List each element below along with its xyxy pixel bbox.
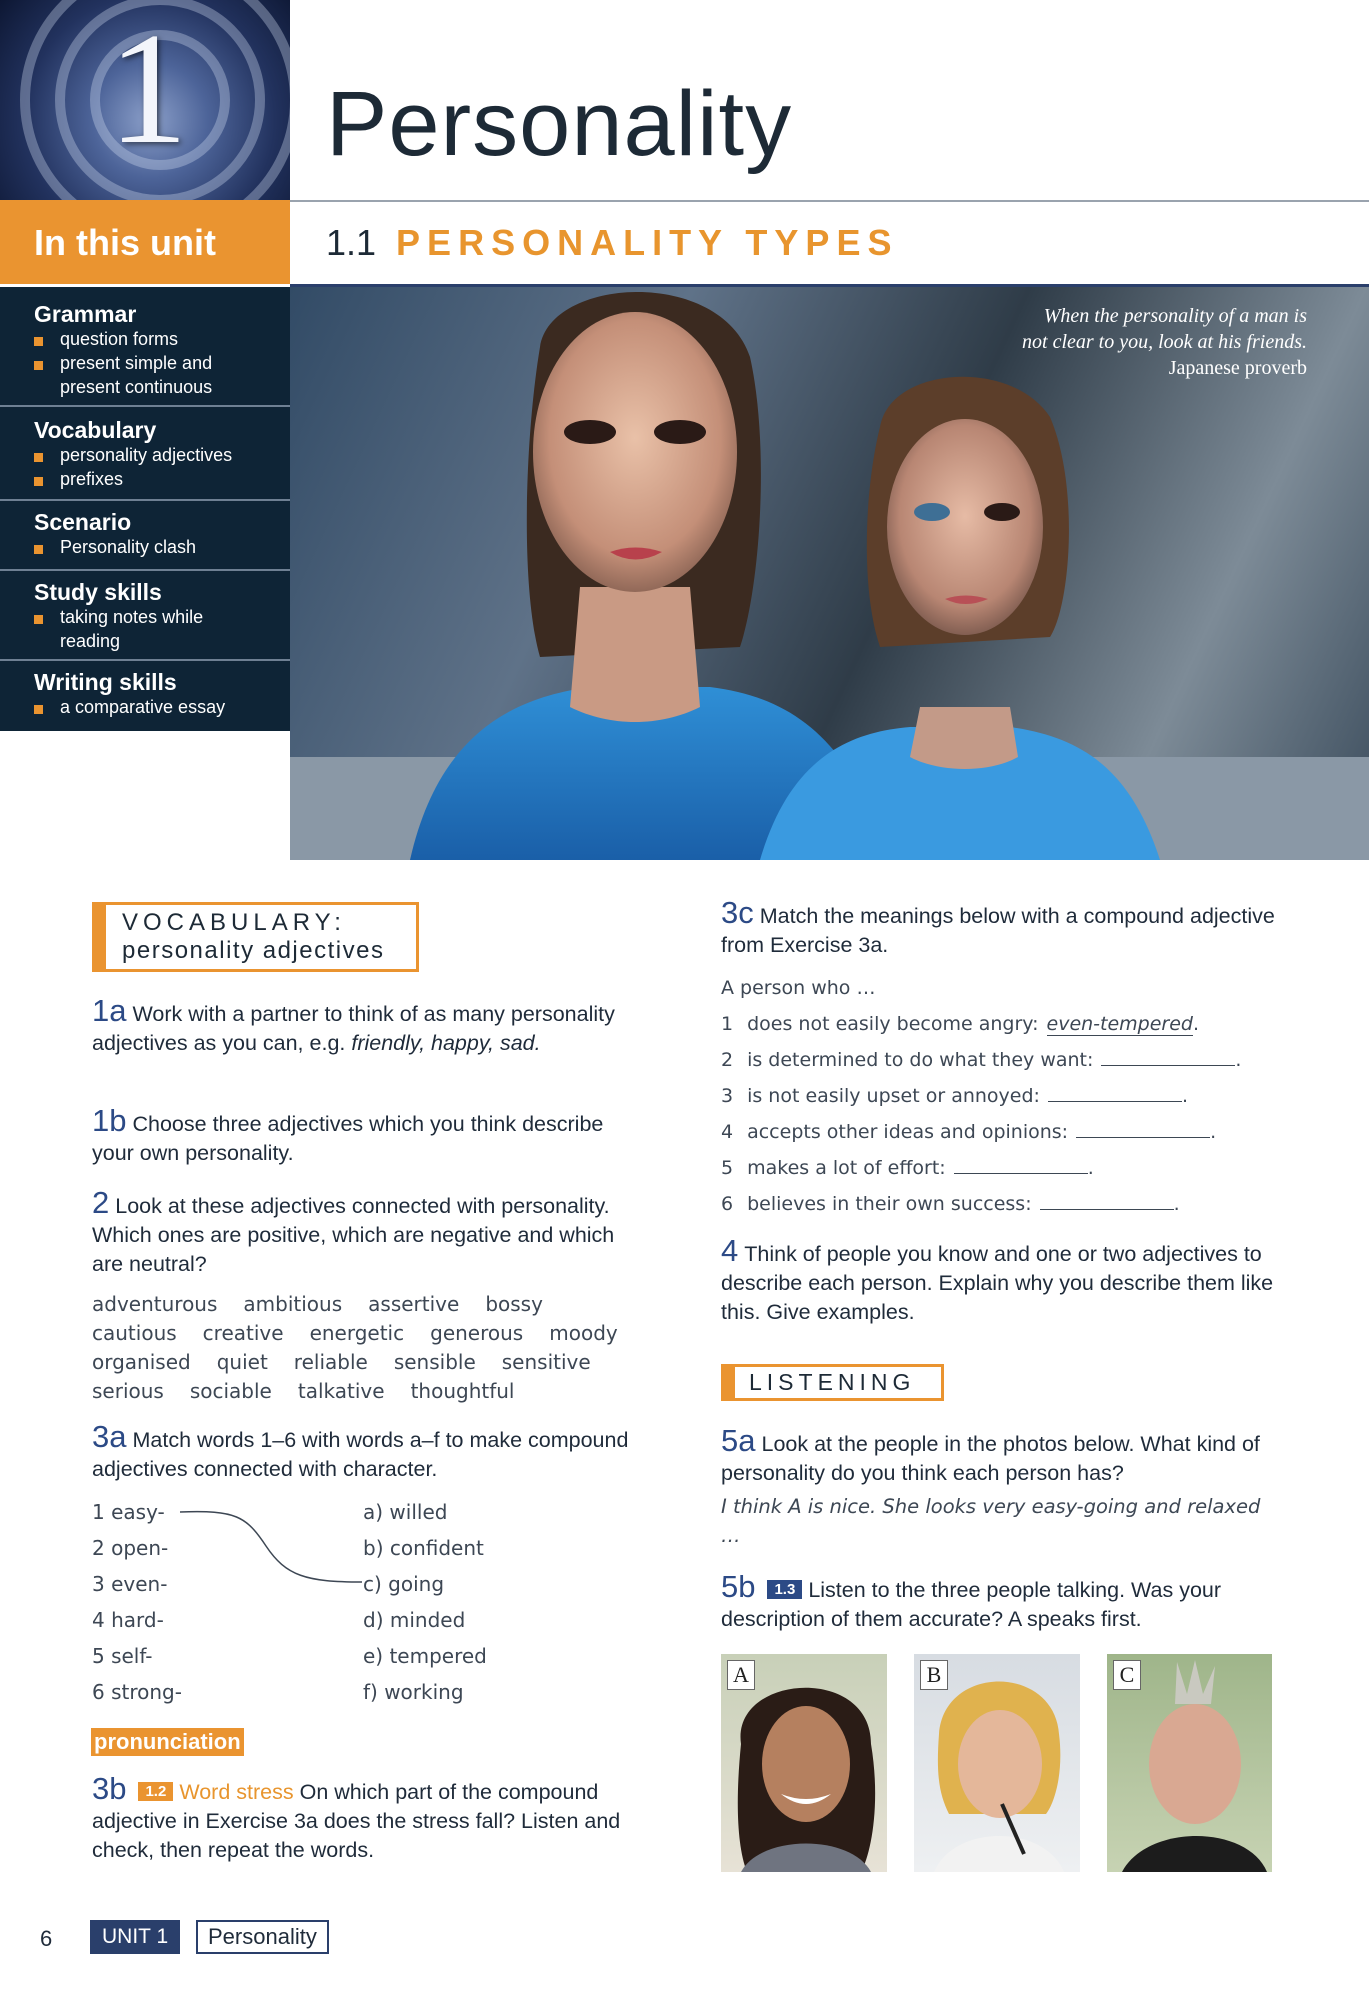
vocabulary-box xyxy=(92,902,419,972)
match-right-item: a) willed xyxy=(363,1500,448,1524)
sidebar-item: question forms xyxy=(60,329,179,349)
definition-text: accepts other ideas and opinions: xyxy=(747,1121,1069,1143)
sidebar-section-title: Scenario xyxy=(34,509,132,535)
exercise-text: Work with a partner to think of as many personality adjectives as you can, e.g. xyxy=(92,1002,615,1055)
sidebar-section-title: Grammar xyxy=(34,301,137,327)
adjective-row xyxy=(92,1348,652,1377)
match-left-item: 3 even- xyxy=(92,1572,168,1596)
definition-text: is determined to do what they want: xyxy=(747,1049,1094,1071)
definition-item xyxy=(721,1186,1241,1222)
exercise-number: 3b xyxy=(92,1771,127,1806)
section-heading xyxy=(326,222,898,264)
exercise-number: 5b xyxy=(721,1569,756,1604)
adjective-word: sensitive xyxy=(501,1350,591,1374)
exercise-number: 1a xyxy=(92,993,127,1028)
sidebar-item: personality adjectives xyxy=(60,445,233,465)
bullet-icon xyxy=(34,705,43,714)
match-left-item: 4 hard- xyxy=(92,1608,164,1632)
audio-track-badge: 1.2 xyxy=(138,1782,173,1801)
adjective-word: sensible xyxy=(393,1350,476,1374)
match-left-item: 2 open- xyxy=(92,1536,169,1560)
exercise-text: Look at these adjectives connected with personality. Which ones are positive, which are negative and which are neutral? xyxy=(92,1194,615,1276)
exercise-number: 1b xyxy=(92,1103,127,1138)
sidebar-section-title: Study skills xyxy=(34,579,162,605)
in-this-unit-banner xyxy=(0,200,290,284)
proverb-quote xyxy=(1022,303,1307,381)
exercise-text: Choose three adjectives which you think describe your own personality. xyxy=(92,1112,604,1165)
match-left-item: 5 self- xyxy=(92,1644,153,1668)
definition-number: 2 xyxy=(721,1049,734,1071)
listening-box xyxy=(721,1364,944,1401)
adjective-word: energetic xyxy=(309,1321,405,1345)
photo-a xyxy=(721,1654,887,1872)
sidebar-item: taking notes while reading xyxy=(60,607,204,651)
adjective-word: sociable xyxy=(189,1379,272,1403)
definition-item xyxy=(721,1006,1241,1042)
footer-unit-name: Personality xyxy=(196,1920,329,1954)
example-match-line xyxy=(176,1506,366,1586)
exercise-number: 4 xyxy=(721,1233,739,1268)
exercise-3a xyxy=(92,1419,632,1484)
bullet-icon xyxy=(34,615,43,624)
exercise-text: Listen to the three people talking. Was your description of them accurate? A speaks first. xyxy=(721,1578,1222,1631)
definition-number: 1 xyxy=(721,1013,734,1035)
bullet-icon xyxy=(34,477,43,486)
photo-label: B xyxy=(920,1660,948,1690)
pronunciation-label: pronunciation xyxy=(91,1728,244,1756)
unit-number: 1 xyxy=(108,0,188,177)
definition-end: . xyxy=(1087,1157,1094,1179)
bullet-icon xyxy=(34,545,43,554)
photo-c xyxy=(1107,1654,1272,1872)
bullet-icon xyxy=(34,361,43,370)
exercise-text: On which part of the compound adjective in Exercise 3a does the stress fall? Listen and check, then repeat the words. xyxy=(92,1780,621,1862)
page-title: Personality xyxy=(326,73,793,175)
answer-blank[interactable] xyxy=(1076,1137,1210,1138)
definition-item xyxy=(721,1042,1241,1078)
adjective-list xyxy=(92,1290,652,1406)
definition-text: is not easily upset or annoyed: xyxy=(747,1085,1040,1107)
adjective-word: ambitious xyxy=(243,1292,343,1316)
exercise-5b xyxy=(721,1569,1281,1634)
exercise-1a xyxy=(92,993,632,1058)
exercise-3b xyxy=(92,1771,632,1865)
exercise-2 xyxy=(92,1185,632,1279)
definition-number: 6 xyxy=(721,1193,734,1215)
definition-end: . xyxy=(1193,1013,1200,1035)
adjective-word: talkative xyxy=(297,1379,385,1403)
adjective-word: reliable xyxy=(293,1350,368,1374)
definition-text: makes a lot of effort: xyxy=(747,1157,946,1179)
answer-blank[interactable]: even-tempered xyxy=(1046,1013,1193,1035)
exercise-3c xyxy=(721,895,1281,960)
exercise-text: Look at the people in the photos below. What kind of personality do you think each person has? xyxy=(721,1432,1260,1485)
sidebar-section-vocabulary xyxy=(0,407,290,501)
definition-number: 3 xyxy=(721,1085,734,1107)
match-right-item: d) minded xyxy=(363,1608,466,1632)
exercise-number: 5a xyxy=(721,1423,756,1458)
exercise-text: Match words 1–6 with words a–f to make compound adjectives connected with character. xyxy=(92,1428,629,1481)
definition-end: . xyxy=(1235,1049,1242,1071)
definition-intro: A person who … xyxy=(721,977,876,999)
adjective-row xyxy=(92,1290,652,1319)
answer-blank[interactable] xyxy=(954,1173,1088,1174)
section-number: 1.1 xyxy=(326,222,377,263)
exercise-text: Match the meanings below with a compound adjective from Exercise 3a. xyxy=(721,904,1275,957)
adjective-word: thoughtful xyxy=(410,1379,515,1403)
unit-number-tile xyxy=(0,0,290,200)
sidebar-section-study-skills xyxy=(0,571,290,661)
quote-line: not clear to you, look at his friends. xyxy=(1022,331,1307,353)
quote-line: When the personality of a man is xyxy=(1043,305,1307,327)
definition-end: . xyxy=(1210,1121,1217,1143)
exercise-number: 2 xyxy=(92,1185,110,1220)
adjective-row xyxy=(92,1319,652,1348)
match-left-item: 6 strong- xyxy=(92,1680,182,1704)
listening-box-title: LISTENING xyxy=(749,1369,916,1395)
sidebar-section-title: Vocabulary xyxy=(34,417,157,443)
sidebar-section-scenario xyxy=(0,501,290,571)
bullet-icon xyxy=(34,453,43,462)
sidebar-section-writing-skills xyxy=(0,661,290,731)
definition-number: 4 xyxy=(721,1121,734,1143)
adjective-word: adventurous xyxy=(92,1292,218,1316)
sidebar-item: prefixes xyxy=(60,469,124,489)
definition-item xyxy=(721,1078,1241,1114)
exercise-examples: friendly, happy, sad. xyxy=(351,1031,541,1055)
definition-item xyxy=(721,1114,1241,1150)
footer-unit-label: UNIT 1 xyxy=(90,1920,180,1954)
exercise-example: I think A is nice. She looks very easy-going and relaxed … xyxy=(721,1495,1261,1547)
match-left-item: 1 easy- xyxy=(92,1500,165,1524)
audio-track-badge: 1.3 xyxy=(767,1580,802,1599)
definition-item xyxy=(721,1150,1241,1186)
adjective-word: bossy xyxy=(485,1292,543,1316)
answer-blank[interactable] xyxy=(1048,1101,1182,1102)
match-right-item: b) confident xyxy=(363,1536,484,1560)
adjective-word: creative xyxy=(202,1321,284,1345)
adjective-word: serious xyxy=(92,1379,164,1403)
exercise-5a xyxy=(721,1423,1281,1550)
adjective-word: assertive xyxy=(368,1292,460,1316)
quote-source: Japanese proverb xyxy=(1168,357,1307,379)
two-women-photo xyxy=(290,287,1369,860)
adjective-word: cautious xyxy=(92,1321,177,1345)
vocabulary-box-title: VOCABULARY: xyxy=(122,909,346,936)
definition-text: does not easily become angry: xyxy=(747,1013,1039,1035)
sidebar-item: a comparative essay xyxy=(60,697,226,717)
bullet-icon xyxy=(34,337,43,346)
exercise-text: Think of people you know and one or two adjectives to describe each person. Explain why you describe them like this. Give examples. xyxy=(721,1242,1274,1324)
match-left-column xyxy=(92,1494,182,1710)
sidebar-section-grammar xyxy=(0,287,290,407)
title-divider xyxy=(290,200,1369,202)
adjective-word: generous xyxy=(430,1321,524,1345)
match-right-column xyxy=(363,1494,487,1710)
photo-label: C xyxy=(1113,1660,1141,1690)
sidebar-item: Personality clash xyxy=(60,537,197,557)
photo-b xyxy=(914,1654,1080,1872)
definition-list xyxy=(721,970,1241,1222)
section-name: PERSONALITY TYPES xyxy=(396,222,899,263)
exercise-number: 3a xyxy=(92,1419,127,1454)
answer-blank[interactable] xyxy=(1101,1065,1235,1066)
sidebar-section-title: Writing skills xyxy=(34,669,177,695)
exercise-number: 3c xyxy=(721,895,754,930)
exercise-4 xyxy=(721,1233,1281,1327)
definition-end: . xyxy=(1181,1085,1188,1107)
exercise-subtitle: Word stress xyxy=(179,1780,294,1804)
match-right-item: e) tempered xyxy=(363,1644,487,1668)
adjective-word: organised xyxy=(92,1350,191,1374)
adjective-word: moody xyxy=(549,1321,618,1345)
adjective-row xyxy=(92,1377,652,1406)
definition-text: believes in their own success: xyxy=(747,1193,1032,1215)
unit-contents-sidebar xyxy=(0,287,290,731)
definition-end: . xyxy=(1173,1193,1180,1215)
exercise-1b xyxy=(92,1103,632,1168)
page-number: 6 xyxy=(40,1926,53,1951)
in-this-unit-label: In this unit xyxy=(34,222,216,263)
sidebar-item: present simple and present continuous xyxy=(60,353,213,397)
match-right-item: f) working xyxy=(363,1680,464,1704)
answer-blank[interactable] xyxy=(1040,1209,1174,1210)
match-right-item: c) going xyxy=(363,1572,445,1596)
definition-number: 5 xyxy=(721,1157,734,1179)
adjective-word: quiet xyxy=(216,1350,268,1374)
photo-label: A xyxy=(727,1660,755,1690)
vocabulary-box-subtitle: personality adjectives xyxy=(122,937,385,964)
